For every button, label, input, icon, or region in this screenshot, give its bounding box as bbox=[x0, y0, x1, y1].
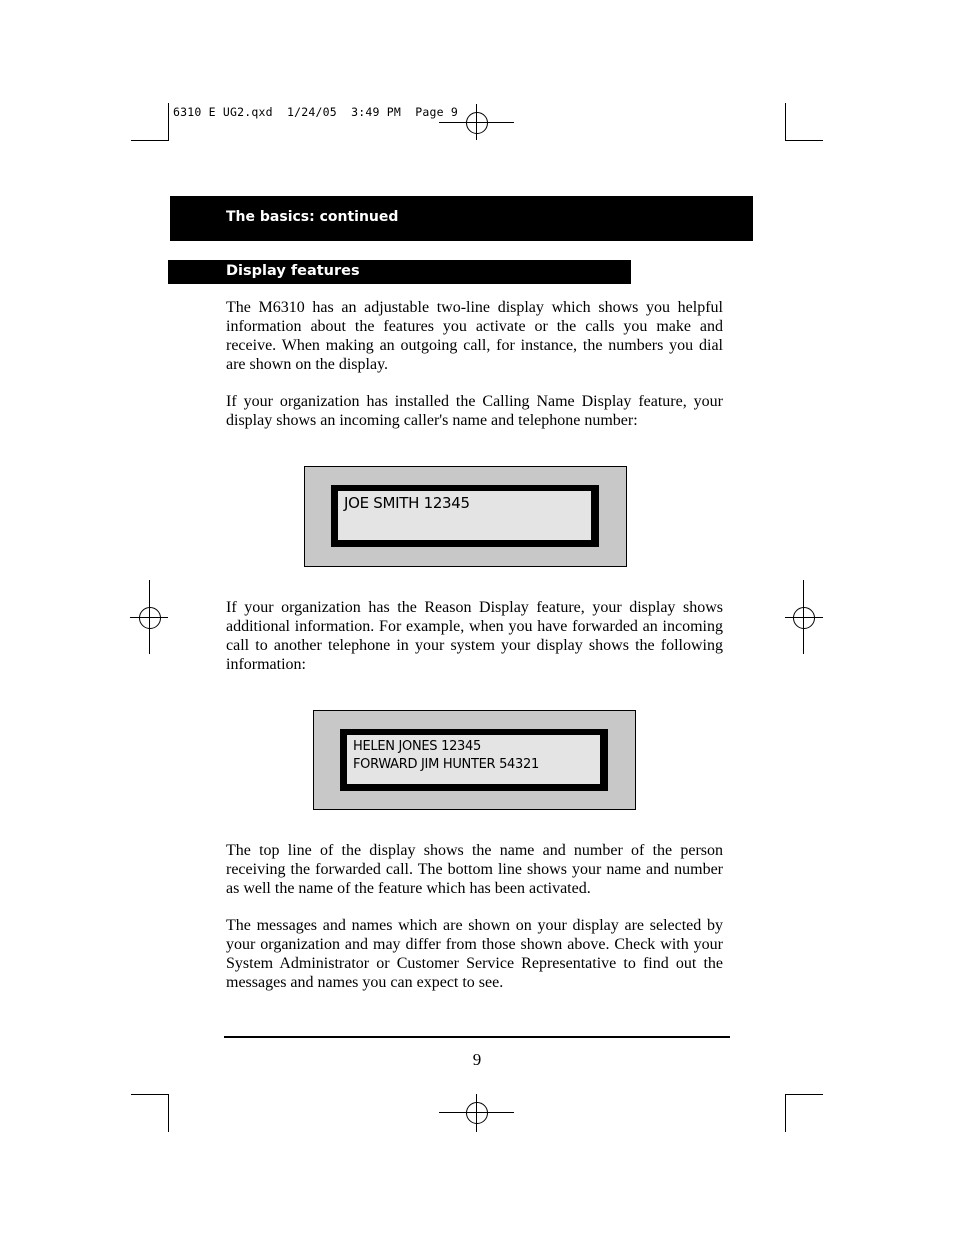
display-line-1: JOE SMITH 12345 bbox=[344, 494, 470, 512]
print-slug: 6310 E UG2.qxd 1/24/05 3:49 PM Page 9 bbox=[173, 105, 458, 119]
page-number: 9 bbox=[472, 1050, 482, 1069]
display-bezel bbox=[331, 485, 599, 547]
display-screen bbox=[338, 491, 591, 540]
crop-mark bbox=[131, 1094, 168, 1095]
registration-target-icon bbox=[793, 607, 815, 629]
crop-mark bbox=[786, 1094, 823, 1095]
display-screen bbox=[347, 735, 600, 784]
registration-crosshair bbox=[149, 580, 150, 654]
registration-target-icon bbox=[466, 112, 488, 134]
chapter-header-bar bbox=[170, 196, 753, 241]
section-title: Display features bbox=[226, 263, 360, 279]
crop-mark bbox=[786, 140, 823, 141]
display-line-2: FORWARD JIM HUNTER 54321 bbox=[353, 757, 539, 772]
paragraph-messages: The messages and names which are shown on your display are selected by your organization and may differ from those shown above. Check with your System Administrator or Customer Service Representative to find out the messages and names you can expect to see. bbox=[226, 917, 723, 991]
paragraph-reason-display: If your organization has the Reason Display feature, your display shows additional information. For example, when you have forwarded an incoming call to another telephone in your system your display shows the following information: bbox=[226, 599, 723, 673]
paragraph-calling-name: If your organization has installed the Calling Name Display feature, your display shows an incoming caller's name and telephone number: bbox=[226, 393, 723, 429]
crop-mark bbox=[785, 103, 786, 141]
paragraph-top-line: The top line of the display shows the name and number of the person receiving the forwarded call. The bottom line shows your name and number as well the name of the feature which has been activated. bbox=[226, 842, 723, 897]
display-bezel bbox=[340, 729, 608, 791]
crop-mark bbox=[168, 103, 169, 141]
registration-crosshair bbox=[476, 1094, 477, 1132]
section-header-bar bbox=[168, 260, 631, 284]
chapter-title: The basics: continued bbox=[226, 209, 399, 225]
crop-mark bbox=[131, 140, 168, 141]
footer-rule bbox=[224, 1036, 730, 1038]
paragraph-intro: The M6310 has an adjustable two-line display which shows you helpful information about the features you activate or the calls you make and receive. When making an outgoing call, for instance, the numbers you dial are shown on the display. bbox=[226, 299, 723, 373]
registration-target-icon bbox=[139, 607, 161, 629]
registration-crosshair bbox=[476, 104, 477, 140]
crop-mark bbox=[168, 1094, 169, 1132]
registration-crosshair bbox=[785, 617, 823, 618]
registration-crosshair bbox=[803, 580, 804, 654]
display-illustration-calling-name bbox=[304, 466, 627, 567]
crop-mark bbox=[785, 1094, 786, 1132]
registration-target-icon bbox=[466, 1102, 488, 1124]
display-line-1: HELEN JONES 12345 bbox=[353, 739, 481, 754]
display-illustration-reason bbox=[313, 710, 636, 810]
